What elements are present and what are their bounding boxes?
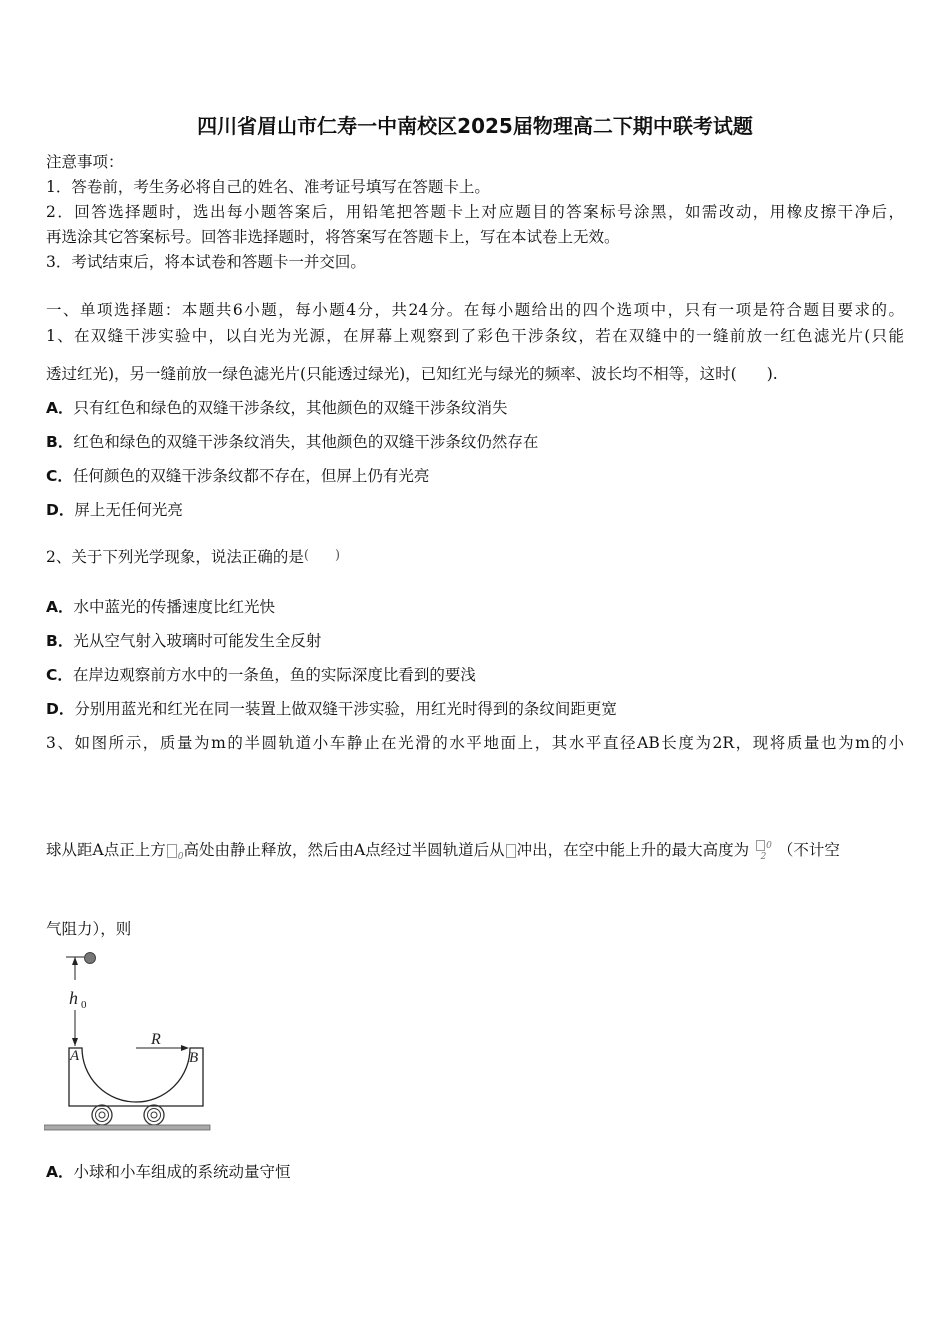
q2-stem-text: 2、关于下列光学现象，说法正确的是 [46,548,304,566]
q3-option-a [46,1160,904,1184]
q1-stem-end: ). [766,365,778,383]
option-text: 只有红色和绿色的双缝干涉条纹，其他颜色的双缝干涉条纹消失 [73,399,508,417]
q3-stem-line1: 3、如图所示，质量为m的半圆轨道小车静止在光滑的水平地面上，其水平直径AB长度为2R，现将质量也为m的小 [46,734,904,752]
option-text: 红色和绿色的双缝干涉条纹消失，其他颜色的双缝干涉条纹仍然存在 [73,433,539,451]
b-placeholder-icon [506,844,516,858]
q2-option-b [46,629,904,653]
ball-icon [85,953,96,964]
q1-option-c [46,464,904,488]
q3-text-d: （不计空 [777,841,840,859]
point-a-label: A [70,1048,80,1064]
q3-text-b: 高处由静止释放，然后由A点经过半圆轨道后从 [183,841,505,859]
q2-stem [46,544,904,569]
h0-placeholder-icon [167,844,177,858]
option-label: A． [46,598,74,616]
q1-stem-text: 透过红光)，另一缝前放一绿色滤光片(只能透过绿光)，已知红光与绿光的频率、波长均不相等，这时( [46,365,737,383]
option-text: 屏上无任何光亮 [74,501,183,519]
q1-option-d [46,498,904,522]
q1-option-a [46,396,904,420]
option-label: B． [46,632,74,650]
q1-stem-line2 [46,362,904,386]
option-label: A． [46,399,74,417]
option-label: C． [46,666,73,684]
h0-arrowhead-up [72,957,78,965]
option-text: 分别用蓝光和红光在同一装置上做双缝干涉实验，用红光时得到的条纹间距更宽 [74,700,617,718]
q1-stem-line1: 1、在双缝干涉实验中，以白光为光源，在屏幕上观察到了彩色干涉条纹，若在双缝中的一缝前放一红色滤光片(只能 [46,327,904,345]
h0-subscript: 0 [177,852,184,863]
option-text: 光从空气射入玻璃时可能发生全反射 [73,632,322,650]
q2-blank: ( ) [303,548,341,563]
option-label: B． [46,433,74,451]
option-text: 任何颜色的双缝干涉条纹都不存在，但屏上仍有光亮 [72,467,430,485]
q2-option-d [46,697,904,721]
option-text: 小球和小车组成的系统动量守恒 [73,1163,291,1181]
max-height-fraction [755,840,772,863]
notice-item-2-cont: 再选涂其它答案标号。回答非选择题时，将答案写在答题卡上，写在本试卷上无效。 [46,228,620,246]
h0-label-sub: 0 [81,999,87,1011]
option-text: 在岸边观察前方水中的一条鱼，鱼的实际深度比看到的要浅 [72,666,476,684]
page-title: 四川省眉山市仁寿一中南校区2025届物理高二下期中联考试题 [197,114,753,138]
fraction-numerator-sub: 0 [766,840,772,851]
option-text: 水中蓝光的传播速度比红光快 [73,598,276,616]
notice-item-2: 2．回答选择题时，选出每小题答案后，用铅笔把答题卡上对应题目的答案标号涂黑，如需改动，用橡皮擦干净后， [46,203,904,221]
fraction-denominator: 2 [760,851,767,862]
cart-track-figure [44,948,214,1134]
ground [44,1125,210,1130]
q3-text-a: 球从距A点正上方 [46,841,166,859]
option-label: D． [46,501,75,519]
point-b-label: B [189,1050,199,1066]
notice-heading: 注意事项： [46,153,124,171]
q3-stem-line2 [46,838,904,869]
option-label: C． [46,467,73,485]
q3-text-c: 冲出，在空中能上升的最大高度为 [516,841,750,859]
radius-label: R [151,1031,161,1048]
h0-arrowhead-down [72,1038,78,1046]
h0-label: h [69,988,78,1008]
q3-stem-line3: 气阻力），则 [46,920,132,938]
option-label: A． [46,1163,74,1181]
fraction-placeholder-icon [756,840,765,851]
section-heading: 一、单项选择题：本题共6小题，每小题4分，共24分。在每小题给出的四个选项中，只有一项是符合题目要求的。 [46,301,904,319]
option-label: D． [46,700,75,718]
radius-arrowhead [181,1045,189,1051]
q2-option-c [46,663,904,687]
notice-item-1: 1．答卷前，考生务必将自己的姓名、准考证号填写在答题卡上。 [46,178,490,196]
wheel-right-icon [144,1105,164,1125]
cart-body [69,1048,203,1106]
wheel-left-icon [92,1105,112,1125]
q1-option-b [46,430,904,454]
q2-option-a [46,595,904,619]
notice-item-3: 3．考试结束后，将本试卷和答题卡一并交回。 [46,253,366,271]
